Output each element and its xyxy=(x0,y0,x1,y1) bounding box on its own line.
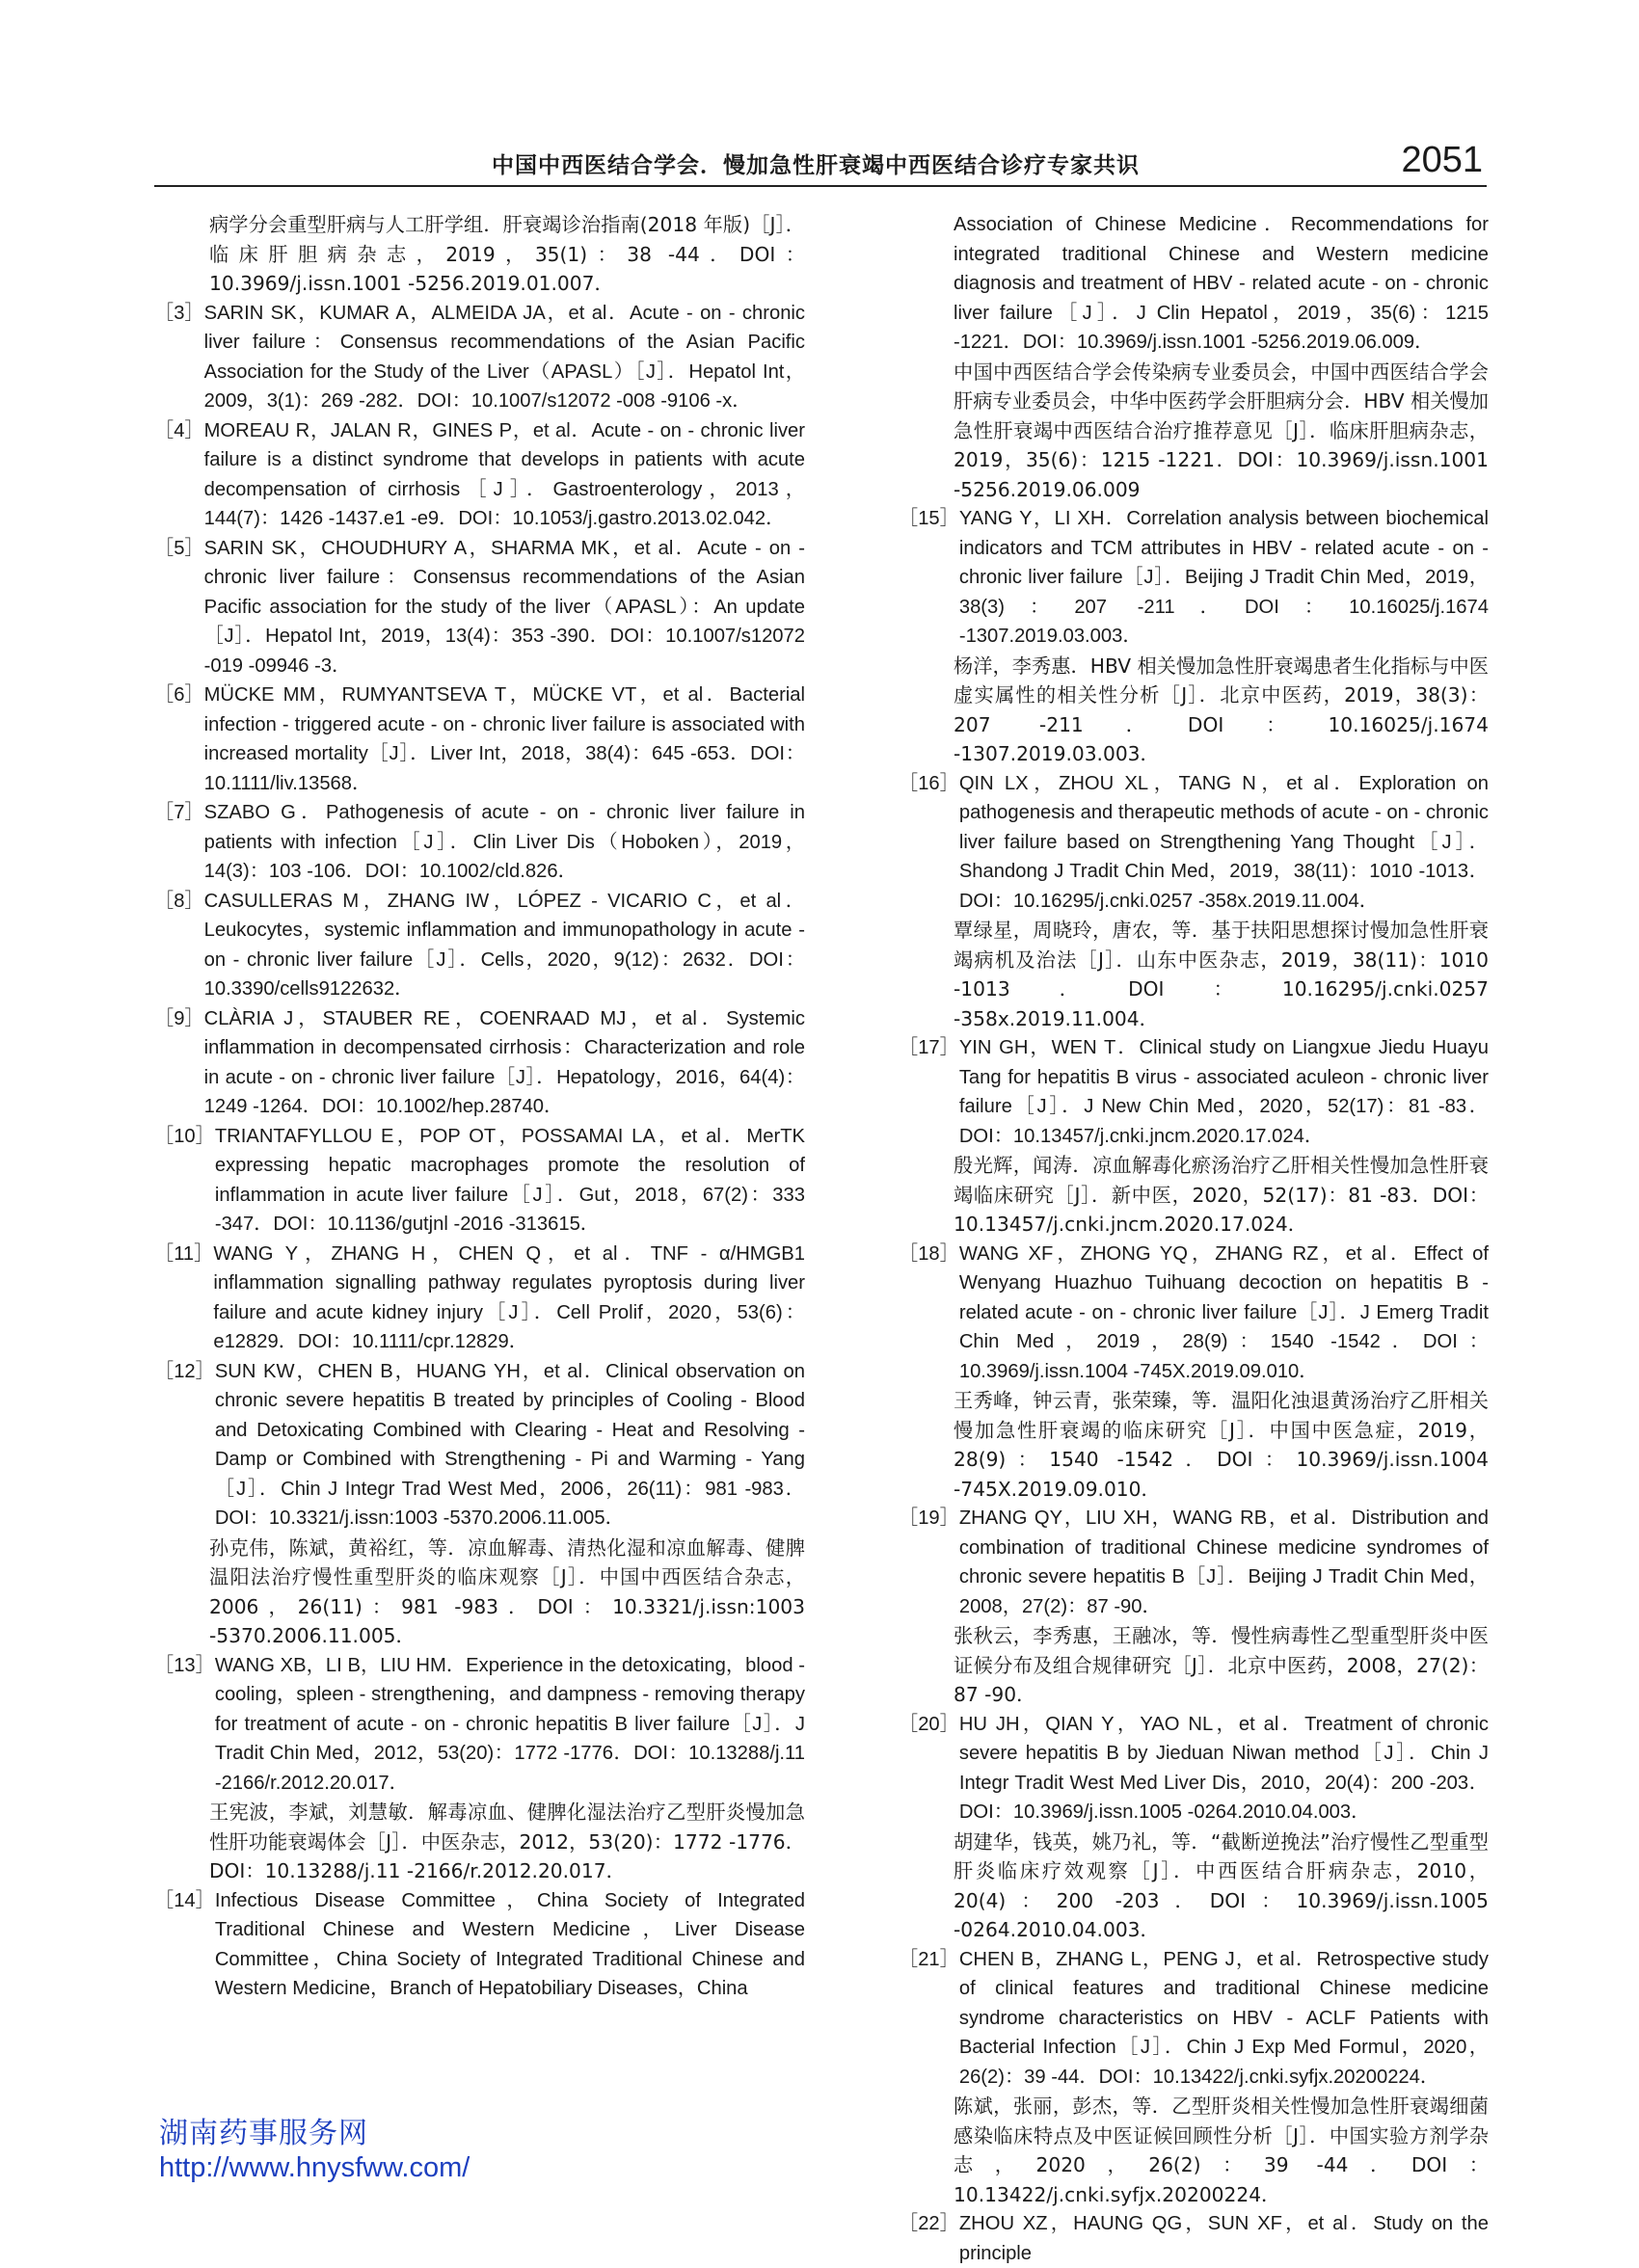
reference-text: CLÀRIA J，STAUBER RE，COENRAAD MJ，et al．Systemic inflammation in decompensated cirrhosis：Characterization and role in acute - on - chronic liver failure［J］．Hepatology，2016，64(4)：1249 -1264．DOI：10.1002/hep.28740． xyxy=(203,1007,805,1117)
reference-chinese-text: 胡建华，钱英，姚乃礼，等．“截断逆挽法”治疗慢性乙型重型肝炎临床疗效观察［J］．中西医结合肝病杂志，2010，20(4)：200 -203．DOI：10.3969/j.issn.1005 -0264.2010.04.003． xyxy=(954,1829,1489,1941)
reference-text: HU JH，QIAN Y，YAO NL，et al．Treatment of chronic severe hepatitis B by Jieduan Niwan method［J］．Chin J Integr Tradit West Med Liver Dis，2010，20(4)：200 -203．DOI：10.3969/j.issn.1005 -0264.2010.04.003． xyxy=(958,1713,1489,1823)
reference-number: ［16］ xyxy=(899,772,959,794)
reference-number: ［3］ xyxy=(154,302,204,324)
reference-continuation: Association of Chinese Medicine．Recommendations for integrated traditional Chinese and Western medicine diagnosis and treatment of HBV - related acute - on - chronic liver failure［J］．J Clin Hepatol，2019，35(6)：1215 -1221．DOI：10.3969/j.issn.1001 -5256.2019.06.009． xyxy=(954,214,1489,353)
reference-chinese-text: 王宪波，李斌，刘慧敏．解毒凉血、健脾化湿法治疗乙型肝炎慢加急性肝功能衰竭体会［J］．中医杂志，2012，53(20)：1772 -1776．DOI：10.13288/j.11 -2166/r.2012.20.017． xyxy=(209,1801,805,1882)
reference-text: YIN GH，WEN T．Clinical study on Liangxue Jiedu Huayu Tang for hepatitis B virus - associated aculeon - chronic liver failure［J］．J New Chin Med，2020，52(17)：81 -83．DOI：10.13457/j.cnki.jncm.2020.17.024． xyxy=(958,1037,1489,1147)
reference-entry xyxy=(154,798,805,887)
reference-entry xyxy=(899,1710,1489,1828)
reference-chinese-text: 王秀峰，钟云青，张荣臻，等．温阳化浊退黄汤治疗乙肝相关慢加急性肝衰竭的临床研究［J］．中国中医急症，2019，28(9)：1540 -1542．DOI：10.3969/j.issn.1004 -745X.2019.09.010． xyxy=(954,1389,1489,1501)
reference-number: ［13］ xyxy=(154,1654,215,1676)
reference-number: ［18］ xyxy=(899,1242,959,1265)
reference-entry xyxy=(154,1651,805,1799)
reference-text: WANG XF，ZHONG YQ，ZHANG RZ，et al．Effect of Wenyang Huazhuo Tuihuang decoction on hepatitis B - related acute - on - chronic liver failure［J］．J Emerg Tradit Chin Med，2019，28(9)：1540 -1542．DOI：10.3969/j.issn.1004 -745X.2019.09.010． xyxy=(958,1242,1489,1382)
page-number: 2051 xyxy=(1401,140,1483,180)
running-header xyxy=(154,137,1487,187)
reference-entry xyxy=(154,299,805,416)
reference-number: ［22］ xyxy=(899,2213,959,2234)
reference-number: ［8］ xyxy=(154,890,204,912)
reference-text: QIN LX，ZHOU XL，TANG N，et al．Exploration on pathogenesis and therapeutic methods of acute - on - chronic liver failure based on Strengthening Yang Thought［J］．Shandong J Tradit Chin Med，2019，38(11)：1010 -1013．DOI：10.16295/j.cnki.0257 -358x.2019.11.004． xyxy=(958,772,1489,912)
reference-number: ［12］ xyxy=(154,1360,215,1382)
reference-chinese-text: 杨洋，李秀惠．HBV 相关慢加急性肝衰竭患者生化指标与中医虚实属性的相关性分析［J］．北京中医药，2019，38(3)：207 -211．DOI：10.16025/j.1674 -1307.2019.03.003． xyxy=(954,654,1489,765)
reference-number: ［14］ xyxy=(154,1889,215,1911)
reference-text: SZABO G．Pathogenesis of acute - on - chronic liver failure in patients with infection［J］．Clin Liver Dis（Hoboken），2019，14(3)：103 -106．DOI：10.1002/cld.826． xyxy=(203,802,805,882)
reference-chinese-text: 张秋云，李秀惠，王融冰，等．慢性病毒性乙型重型肝炎中医证候分布及组合规律研究［J］．北京中医药，2008，27(2)：87 -90． xyxy=(954,1624,1489,1706)
reference-number: ［7］ xyxy=(154,802,204,823)
reference-entry xyxy=(154,416,805,534)
left-column xyxy=(154,210,805,2004)
reference-text: CHEN B，ZHANG L，PENG J，et al．Retrospective study of clinical features and traditional Chinese medicine syndrome characteristics on HBV - ACLF Patients with Bacterial Infection［J］．Chin J Exp Med Formul，2020，26(2)：39 -44．DOI：10.13422/j.cnki.syfjx.20200224． xyxy=(958,1948,1489,2088)
reference-entry xyxy=(899,1945,1489,2093)
reference-entry xyxy=(899,769,1489,917)
reference-number: ［4］ xyxy=(154,419,204,441)
reference-chinese-text: 病学分会重型肝病与人工肝学组．肝衰竭诊治指南(2018 年版)［J］．临床肝胆病杂志，2019，35(1)：38 -44．DOI：10.3969/j.issn.1001 -5256.2019.01.007． xyxy=(209,213,805,295)
reference-number: ［11］ xyxy=(154,1242,214,1265)
reference-entry xyxy=(899,2209,1489,2268)
reference-chinese-text: 中国中西医结合学会传染病专业委员会，中国中西医结合学会肝病专业委员会，中华中医药学会肝胆病分会．HBV 相关慢加急性肝衰竭中西医结合治疗推荐意见［J］．临床肝胆病杂志，2019，35(6)：1215 -1221．DOI：10.3969/j.issn.1001 -5256.2019.06.009 xyxy=(954,360,1489,501)
reference-text: WANG XB，LI B，LIU HM．Experience in the detoxicating，blood - cooling，spleen - strengthening，and dampness - removing therapy for treatment of acute - on - chronic hepatitis B liver failure［J］．J Tradit Chin Med，2012，53(20)：1772 -1776．DOI：10.13288/j.11 -2166/r.2012.20.017． xyxy=(214,1654,805,1794)
reference-text: ZHOU XZ，HAUNG QG，SUN XF，et al．Study on the principle xyxy=(958,2213,1489,2264)
reference-entry xyxy=(154,887,805,1004)
reference-number: ［10］ xyxy=(154,1125,215,1147)
reference-chinese-text: 覃绿星，周晓玲，唐农，等．基于扶阳思想探讨慢加急性肝衰竭病机及治法［J］．山东中医杂志，2019，38(11)：1010 -1013．DOI：10.16295/j.cnki.0257 -358x.2019.11.004． xyxy=(954,919,1489,1030)
reference-entry xyxy=(154,534,805,681)
reference-text: YANG Y，LI XH．Correlation analysis between biochemical indicators and TCM attributes in HBV - related acute - on - chronic liver failure［J］．Beijing J Tradit Chin Med，2019，38(3)：207 -211．DOI：10.16025/j.1674 -1307.2019.03.003． xyxy=(958,508,1489,647)
reference-number: ［9］ xyxy=(154,1007,204,1029)
reference-chinese-text: 殷光辉，闻涛．凉血解毒化瘀汤治疗乙肝相关性慢加急性肝衰竭临床研究［J］．新中医，2020，52(17)：81 -83．DOI：10.13457/j.cnki.jncm.2020.17.024． xyxy=(954,1154,1489,1236)
reference-chinese-text: 孙克伟，陈斌，黄裕红，等．凉血解毒、清热化湿和凉血解毒、健脾温阳法治疗慢性重型肝炎的临床观察［J］．中国中西医结合杂志，2006，26(11)：981 -983．DOI：10.3321/j.issn:1003 -5370.2006.11.005． xyxy=(209,1535,805,1647)
reference-text: WANG Y，ZHANG H，CHEN Q，et al．TNF - α/HMGB1 inflammation signalling pathway regulates pyroptosis during liver failure and acute kidney injury［J］．Cell Prolif，2020，53(6)：e12829．DOI：10.1111/cpr.12829． xyxy=(213,1242,805,1352)
reference-text: SARIN SK，CHOUDHURY A，SHARMA MK，et al．Acute - on - chronic liver failure：Consensus recommendations of the Asian Pacific association for the study of the liver（APASL）：An update［J］．Hepatol Int，2019，13(4)：353 -390．DOI：10.1007/s12072 -019 -09946 -3． xyxy=(203,537,805,677)
watermark-site-name: 湖南药事服务网 xyxy=(159,2117,368,2150)
reference-text: SUN KW，CHEN B，HUANG YH，et al．Clinical observation on chronic severe hepatitis B treated by principles of Cooling - Blood and Detoxicating Combined with Clearing - Heat and Resolving - Damp or Combined with Strengthening - Pi and Warming - Yang［J］．Chin J Integr Trad West Med，2006，26(11)：981 -983．DOI：10.3321/j.issn:1003 -5370.2006.11.005． xyxy=(214,1360,805,1529)
reference-text: CASULLERAS M，ZHANG IW，LÓPEZ - VICARIO C，et al．Leukocytes，systemic inflammation and immunopathology in acute - on - chronic liver failure［J］．Cells，2020，9(12)：2632．DOI：10.3390/cells9122632． xyxy=(203,890,805,1000)
watermark xyxy=(159,2117,470,2184)
reference-entry xyxy=(154,1357,805,1534)
reference-entry xyxy=(154,1886,805,2004)
reference-entry xyxy=(899,1240,1489,1387)
reference-number: ［17］ xyxy=(899,1037,959,1058)
reference-text: MOREAU R，JALAN R，GINES P，et al．Acute - on - chronic liver failure is a distinct syndrome that develops in patients with acute decompensation of cirrhosis［J］．Gastroenterology，2013，144(7)：1426 -1437.e1 -e9．DOI：10.1053/j.gastro.2013.02.042． xyxy=(203,419,805,529)
reference-number: ［20］ xyxy=(899,1713,959,1735)
reference-entry xyxy=(154,1240,805,1357)
reference-text: ZHANG QY，LIU XH，WANG RB，et al．Distribution and combination of traditional Chinese medicine syndromes of chronic severe hepatitis B［J］．Beijing J Tradit Chin Med，2008，27(2)：87 -90． xyxy=(958,1508,1489,1617)
reference-number: ［15］ xyxy=(899,508,959,529)
reference-entry xyxy=(899,1504,1489,1621)
header-title: 中国中西医结合学会．慢加急性肝衰竭中西医结合诊疗专家共识 xyxy=(492,153,1140,178)
reference-text: Infectious Disease Committee，China Society of Integrated Traditional Chinese and Western Medicine，Liver Disease Committee，China Society of Integrated Traditional Chinese and Western Medicine，Branch of Hepatobiliary Diseases，China xyxy=(214,1889,805,1999)
watermark-url[interactable]: http://www.hnysfww.com/ xyxy=(159,2152,470,2183)
reference-entry xyxy=(154,1122,805,1240)
reference-entry xyxy=(154,1004,805,1122)
reference-number: ［5］ xyxy=(154,537,204,559)
right-column xyxy=(899,210,1489,2268)
reference-number: ［19］ xyxy=(899,1508,959,1529)
reference-chinese-text: 陈斌，张丽，彭杰，等．乙型肝炎相关性慢加急性肝衰竭细菌感染临床特点及中医证候回顾性分析［J］．中国实验方剂学杂志，2020，26(2)：39 -44．DOI：10.13422/j.cnki.syfjx.20200224． xyxy=(954,2095,1489,2206)
reference-text: MÜCKE MM，RUMYANTSEVA T，MÜCKE VT，et al．Bacterial infection - triggered acute - on - chronic liver failure is associated with increased mortality［J］．Liver Int，2018，38(4)：645 -653．DOI：10.1111/liv.13568． xyxy=(203,684,805,794)
reference-text: SARIN SK，KUMAR A，ALMEIDA JA，et al．Acute - on - chronic liver failure：Consensus recommendations of the Asian Pacific Association for the Study of the Liver（APASL）［J］．Hepatol Int，2009，3(1)：269 -282．DOI：10.1007/s12072 -008 -9106 -x． xyxy=(203,302,805,412)
reference-text: TRIANTAFYLLOU E，POP OT，POSSAMAI LA，et al．MerTK expressing hepatic macrophages promote the resolution of inflammation in acute liver failure［J］．Gut，2018，67(2)：333 -347．DOI：10.1136/gutjnl -2016 -313615． xyxy=(214,1125,805,1235)
reference-number: ［21］ xyxy=(899,1948,959,1970)
reference-entry xyxy=(899,1033,1489,1151)
reference-entry xyxy=(899,504,1489,652)
reference-number: ［6］ xyxy=(154,684,204,706)
reference-entry xyxy=(154,680,805,798)
